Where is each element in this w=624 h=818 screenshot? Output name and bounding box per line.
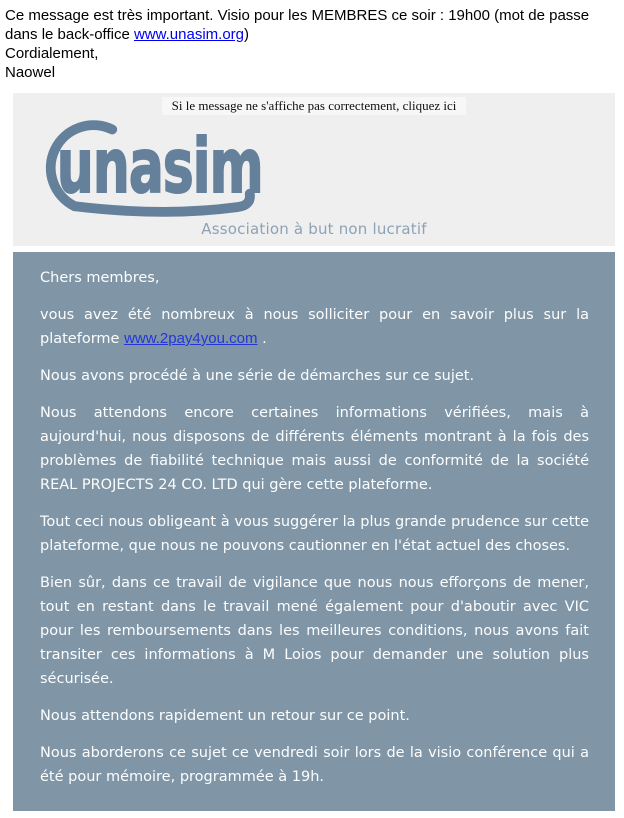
greeting: Chers membres, — [40, 270, 160, 286]
paragraph-retour: Nous attendons rapidement un retour sur ce point. — [40, 708, 410, 724]
2pay4you-link[interactable]: www.2pay4you.com — [124, 330, 258, 347]
paragraph-informations: Nous attendons encore certaines informations vérifiées, mais à aujourd'hui, nous disposons de différents éléments montrant à la fois des problèmes de fiabilité technique mais aussi de conformité de la société REAL PROJECTS 24 CO. LTD qui gère cette plateforme. — [40, 405, 589, 493]
intro-signature: Naowel — [5, 64, 56, 81]
intro-closing: Cordialement, — [5, 45, 99, 62]
view-online-banner-row — [13, 97, 615, 115]
logo-tagline: Association à but non lucratif — [201, 220, 427, 238]
view-online-link[interactable]: Si le message ne s'affiche pas correctement, cliquez ici — [162, 97, 467, 115]
paragraph-vigilance: Bien sûr, dans ce travail de vigilance que nous nous efforçons de mener, tout en restant dans le travail mené également pour d'aboutir avec VIC pour les remboursements dans les meilleures conditions, nous avons fait transiter ces informations à M Loios pour demander une solution plus sécurisée. — [40, 575, 589, 687]
message-panel — [13, 252, 615, 811]
email-body-container — [13, 93, 615, 811]
paragraph-prudence: Tout ceci nous obligeant à vous suggérer la plus grande prudence sur cette plateforme, que nous ne pouvons cautionner en l'état actuel des choses. — [40, 514, 589, 554]
unasim-logo — [15, 117, 615, 217]
unasim-org-link[interactable]: www.unasim.org — [133, 26, 245, 43]
paragraph-visio: Nous aborderons ce sujet ce vendredi soir lors de la visio conférence qui a été pour mémoire, programmée à 19h. — [40, 745, 589, 785]
email-header — [13, 93, 615, 246]
intro-text-after-link: ) — [244, 26, 250, 43]
paragraph-demarches: Nous avons procédé à une série de démarches sur ce sujet. — [40, 368, 475, 384]
intro-paragraph — [5, 6, 593, 44]
paragraph-platform — [40, 303, 589, 351]
intro-text-before-link: Ce message est très important. Visio pour les MEMBRES ce soir : 19h00 (mot de passe dans le back-office — [5, 7, 590, 43]
platform-text-after-link: . — [257, 331, 267, 347]
unasim-logo-graphic — [15, 117, 297, 217]
platform-text-before-link: vous avez été nombreux à nous solliciter pour en savoir plus sur la plateforme — [40, 307, 589, 347]
logo-wordmark: unasim — [56, 123, 263, 211]
intro-text-block — [0, 0, 611, 82]
